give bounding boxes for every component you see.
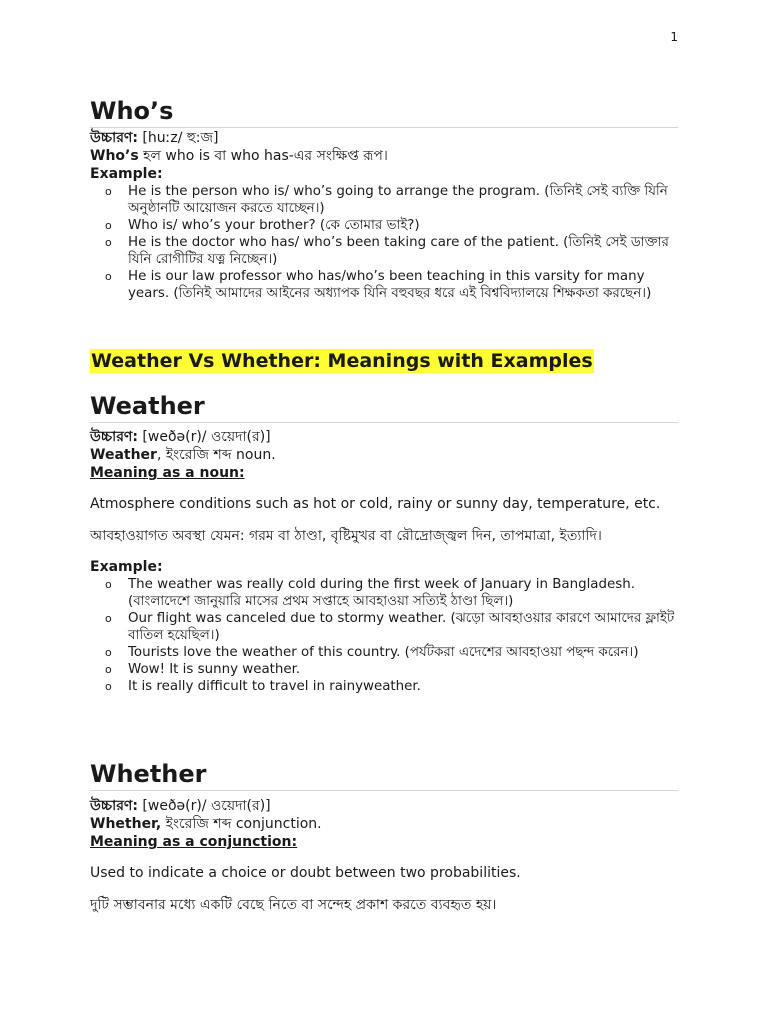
section-title-wrap xyxy=(90,349,594,373)
weather-definition-en: Atmosphere conditions such as hot or cold, rainy or sunny day, temperature, etc. xyxy=(90,496,661,512)
whether-definition-bn: দুটি সম্ভাবনার মধ্যে একটি বেছে নিতে বা সন্দেহ প্রকাশ করতে ব্যবহৃত হয়। xyxy=(90,897,497,913)
pos-term: Whether, xyxy=(90,816,162,832)
whether-definition-en: Used to indicate a choice or doubt between two probabilities. xyxy=(90,865,521,881)
weather-part-of-speech xyxy=(90,446,678,464)
page-number: 1 xyxy=(670,30,678,44)
whos-example-list xyxy=(90,183,678,302)
whether-meaning-label: Meaning as a conjunction: xyxy=(90,834,298,850)
whos-example-label: Example: xyxy=(90,166,163,182)
pos-term: Weather xyxy=(90,447,157,463)
list-item: o He is our law professor who has/who’s been teaching in this varsity for many years. (তিনিই আমাদের আইনের অধ্যাপক যিনি বহুবছর ধরে এই বিশ্ববিদ্যালয়ে শিক্ষকতা করছেন।) xyxy=(128,268,678,302)
list-item: o He is the person who is/ who’s going to arrange the program. (তিনিই সেই ব্যক্তি যিনি অনুষ্ঠানটি আয়োজন করতে যাচ্ছেন।) xyxy=(128,183,678,217)
weather-meaning-label: Meaning as a noun: xyxy=(90,465,245,481)
pronunciation-label: উচ্চারণ: xyxy=(90,429,138,445)
whether-pronunciation xyxy=(90,797,678,815)
list-item: o It is really difficult to travel in rainyweather. xyxy=(128,678,678,695)
list-item: o Who is/ who’s your brother? (কে তোমার ভাই?) xyxy=(128,217,678,234)
pos-text: ইংরেজি শব্দ conjunction. xyxy=(161,816,322,832)
pronunciation-label: উচ্চারণ: xyxy=(90,130,138,146)
pos-text: , ইংরেজি শব্দ noun. xyxy=(156,447,276,463)
weather-pronunciation xyxy=(90,428,678,446)
meaning-term: Who’s xyxy=(90,148,139,164)
whether-section xyxy=(90,760,678,915)
weather-heading: Weather xyxy=(90,392,678,423)
whether-part-of-speech xyxy=(90,815,678,833)
pronunciation-value: [huːz/ হু:জ] xyxy=(137,130,219,146)
section-title: Weather Vs Whether: Meanings with Examples xyxy=(91,350,593,372)
weather-definition-bn: আবহাওয়াগত অবস্থা যেমন: গরম বা ঠাণ্ডা, বৃষ্টিমুখর বা রৌদ্রোজ্জ্বল দিন, তাপমাত্রা, ইত্যাদি। xyxy=(90,528,602,544)
meaning-text: হল who is বা who has-এর সংক্ষিপ্ত রূপ। xyxy=(138,148,388,164)
pronunciation-value: [weðə(r)/ ওয়েদা(র)] xyxy=(137,429,271,445)
whos-meaning xyxy=(90,147,678,165)
whos-heading: Who’s xyxy=(90,97,678,128)
weather-section xyxy=(90,392,678,695)
list-item: o Tourists love the weather of this country. (পর্যটকরা এদেশের আবহাওয়া পছন্দ করেন।) xyxy=(128,644,678,661)
list-item: o The weather was really cold during the first week of January in Bangladesh. (বাংলাদেশে জানুয়ারি মাসের প্রথম সপ্তাহে আবহাওয়া সত্যিই ঠাণ্ডা ছিল।) xyxy=(128,576,678,610)
pronunciation-value: [weðə(r)/ ওয়েদা(র)] xyxy=(137,798,271,814)
list-item: o Our flight was canceled due to stormy weather. (ঝড়ো আবহাওয়ার কারণে আমাদের ফ্লাইট বাতিল হয়েছিল।) xyxy=(128,610,678,644)
weather-example-list xyxy=(90,576,678,695)
weather-example-label: Example: xyxy=(90,559,163,575)
list-item: o He is the doctor who has/ who’s been taking care of the patient. (তিনিই সেই ডাক্তার যিনি রোগীটির যত্ন নিচ্ছেন।) xyxy=(128,234,678,268)
list-item: o Wow! It is sunny weather. xyxy=(128,661,678,678)
whos-section xyxy=(90,97,678,302)
whether-heading: Whether xyxy=(90,760,678,791)
pronunciation-label: উচ্চারণ: xyxy=(90,798,138,814)
whos-pronunciation xyxy=(90,129,678,147)
